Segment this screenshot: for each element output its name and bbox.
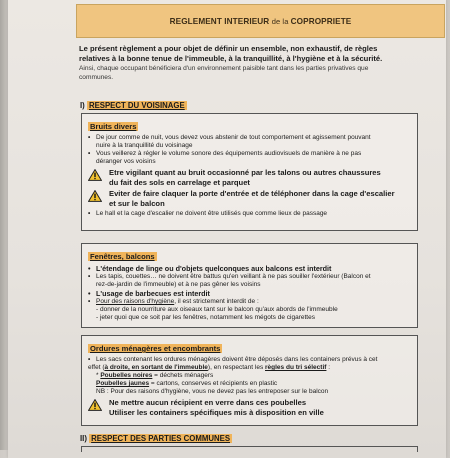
fenetres-balcons-title: Fenêtres, balcons bbox=[90, 252, 155, 261]
text-part: effet ( bbox=[88, 364, 105, 371]
warning-note bbox=[88, 189, 411, 208]
hygiene-label: Pour des raisons d'hygiène bbox=[96, 298, 175, 305]
warning-text: Etre vigilant quant au bruit occasionné par les talons ou autres chaussures bbox=[109, 168, 381, 177]
title-part-1: REGLEMENT INTERIEUR bbox=[169, 16, 272, 26]
warning-text: Eviter de faire claquer la porte d'entrée et de téléphoner dans la cage d'escalier bbox=[109, 189, 395, 198]
section-2-heading bbox=[80, 434, 232, 443]
container-location: à droite, en sortant de l'immeuble bbox=[104, 364, 208, 371]
warning-text: et sur le balcon bbox=[109, 198, 165, 208]
intro-line: relatives à la bonne tenue de l'immeuble, à la tranquillité, à l'hygiène et à la sécurité. bbox=[79, 54, 383, 63]
warning-triangle-icon bbox=[88, 190, 102, 202]
text-part: : bbox=[326, 364, 331, 371]
list-item: • Le hall et la cage d'escalier ne doivent être utilisés que comme lieux de passage bbox=[88, 210, 411, 218]
list-item-continued bbox=[88, 364, 411, 372]
list-item: • Les sacs contenant les ordures ménagères doivent être déposés dans les containers prévus à cet bbox=[88, 356, 411, 364]
title-part-3: COPROPRIETE bbox=[290, 16, 352, 26]
text-part: ), en respectant les bbox=[207, 364, 266, 371]
bin-yellow bbox=[88, 380, 411, 388]
list-item: • De jour comme de nuit, vous devez vous abstenir de tout comportement et agissement pouvant bbox=[88, 134, 411, 142]
warning-text: Ne mettre aucun récipient en verre dans ces poubelles bbox=[109, 398, 307, 407]
list-item-continued: rez-de-jardin de l'immeuble) et à ne pas gêner les voisins bbox=[96, 281, 261, 288]
list-item-continued: déranger vos voisins bbox=[96, 158, 156, 165]
list-item-continued: nuire à la tranquillité du voisinage bbox=[96, 142, 193, 149]
ordures-menageres-title: Ordures ménagères et encombrants bbox=[90, 344, 221, 353]
bruits-divers-title: Bruits divers bbox=[90, 122, 137, 131]
tri-selectif-rules: règles du tri sélectif bbox=[265, 364, 327, 371]
bin-black: * Poubelles noires = déchets ménagers bbox=[96, 372, 214, 379]
section-1-number: I) bbox=[80, 101, 85, 110]
section-2-title: RESPECT DES PARTIES COMMUNES bbox=[91, 434, 231, 443]
intro-line: Ainsi, chaque occupant bénéficiera d'un environnement paisible tant dans les parties privatives que bbox=[79, 65, 369, 72]
section-1-title: RESPECT DU VOISINAGE bbox=[88, 101, 185, 110]
section-2-number: II) bbox=[80, 434, 87, 443]
warning-text: Utiliser les containers spécifiques mis à disposition en ville bbox=[109, 407, 324, 417]
sub-item: - jeter quoi que ce soit par les fenêtres, notamment les mégots de cigarettes bbox=[96, 314, 315, 321]
list-item: • L'usage de barbecues est interdit bbox=[88, 289, 411, 298]
section-1-heading bbox=[80, 101, 187, 110]
fenetres-balcons-box bbox=[81, 243, 418, 328]
list-item bbox=[88, 298, 411, 306]
warning-note bbox=[88, 398, 411, 417]
bruits-divers-box bbox=[81, 113, 418, 231]
nb-note: NB : Pour des raisons d'hygiène, vous ne devez pas les entreposer sur le balcon bbox=[96, 388, 329, 395]
bin-yellow-desc: = cartons, conserves et récipients en plastic bbox=[149, 380, 278, 387]
section-2-box-top bbox=[81, 446, 418, 452]
document-header bbox=[76, 4, 445, 38]
bin-black-label: Poubelles noires bbox=[100, 372, 153, 379]
list-item: • Vous veillerez à régler le volume sonore des équipements audiovisuels de manière à ne pas bbox=[88, 150, 411, 158]
title-part-2: de la bbox=[271, 16, 291, 26]
intro-line: Le présent règlement a pour objet de définir un ensemble, non exhaustif, de règles bbox=[79, 44, 378, 53]
warning-triangle-icon bbox=[88, 399, 102, 411]
warning-note bbox=[88, 168, 411, 187]
document-title bbox=[170, 17, 352, 26]
ordures-menageres-box bbox=[81, 335, 418, 426]
list-item: • L'étendage de linge ou d'objets quelconques aux balcons est interdit bbox=[88, 264, 411, 273]
list-item: • Les tapis, couettes… ne doivent être battus qu'en veillant à ne pas souiller l'extérieur (Balcon et bbox=[88, 273, 411, 281]
hygiene-text: , il est strictement interdit de : bbox=[174, 298, 259, 305]
bin-black-desc: = déchets ménagers bbox=[152, 372, 214, 379]
introduction bbox=[79, 44, 424, 82]
bin-yellow-label: Poubelles jaunes bbox=[96, 380, 150, 387]
intro-line: communes. bbox=[79, 74, 114, 81]
warning-text: du fait des sols en carrelage et parquet bbox=[109, 177, 250, 187]
sub-item: - donner de la nourriture aux oiseaux tant sur le balcon qu'aux abords de l'immeuble bbox=[96, 306, 338, 313]
warning-triangle-icon bbox=[88, 169, 102, 181]
